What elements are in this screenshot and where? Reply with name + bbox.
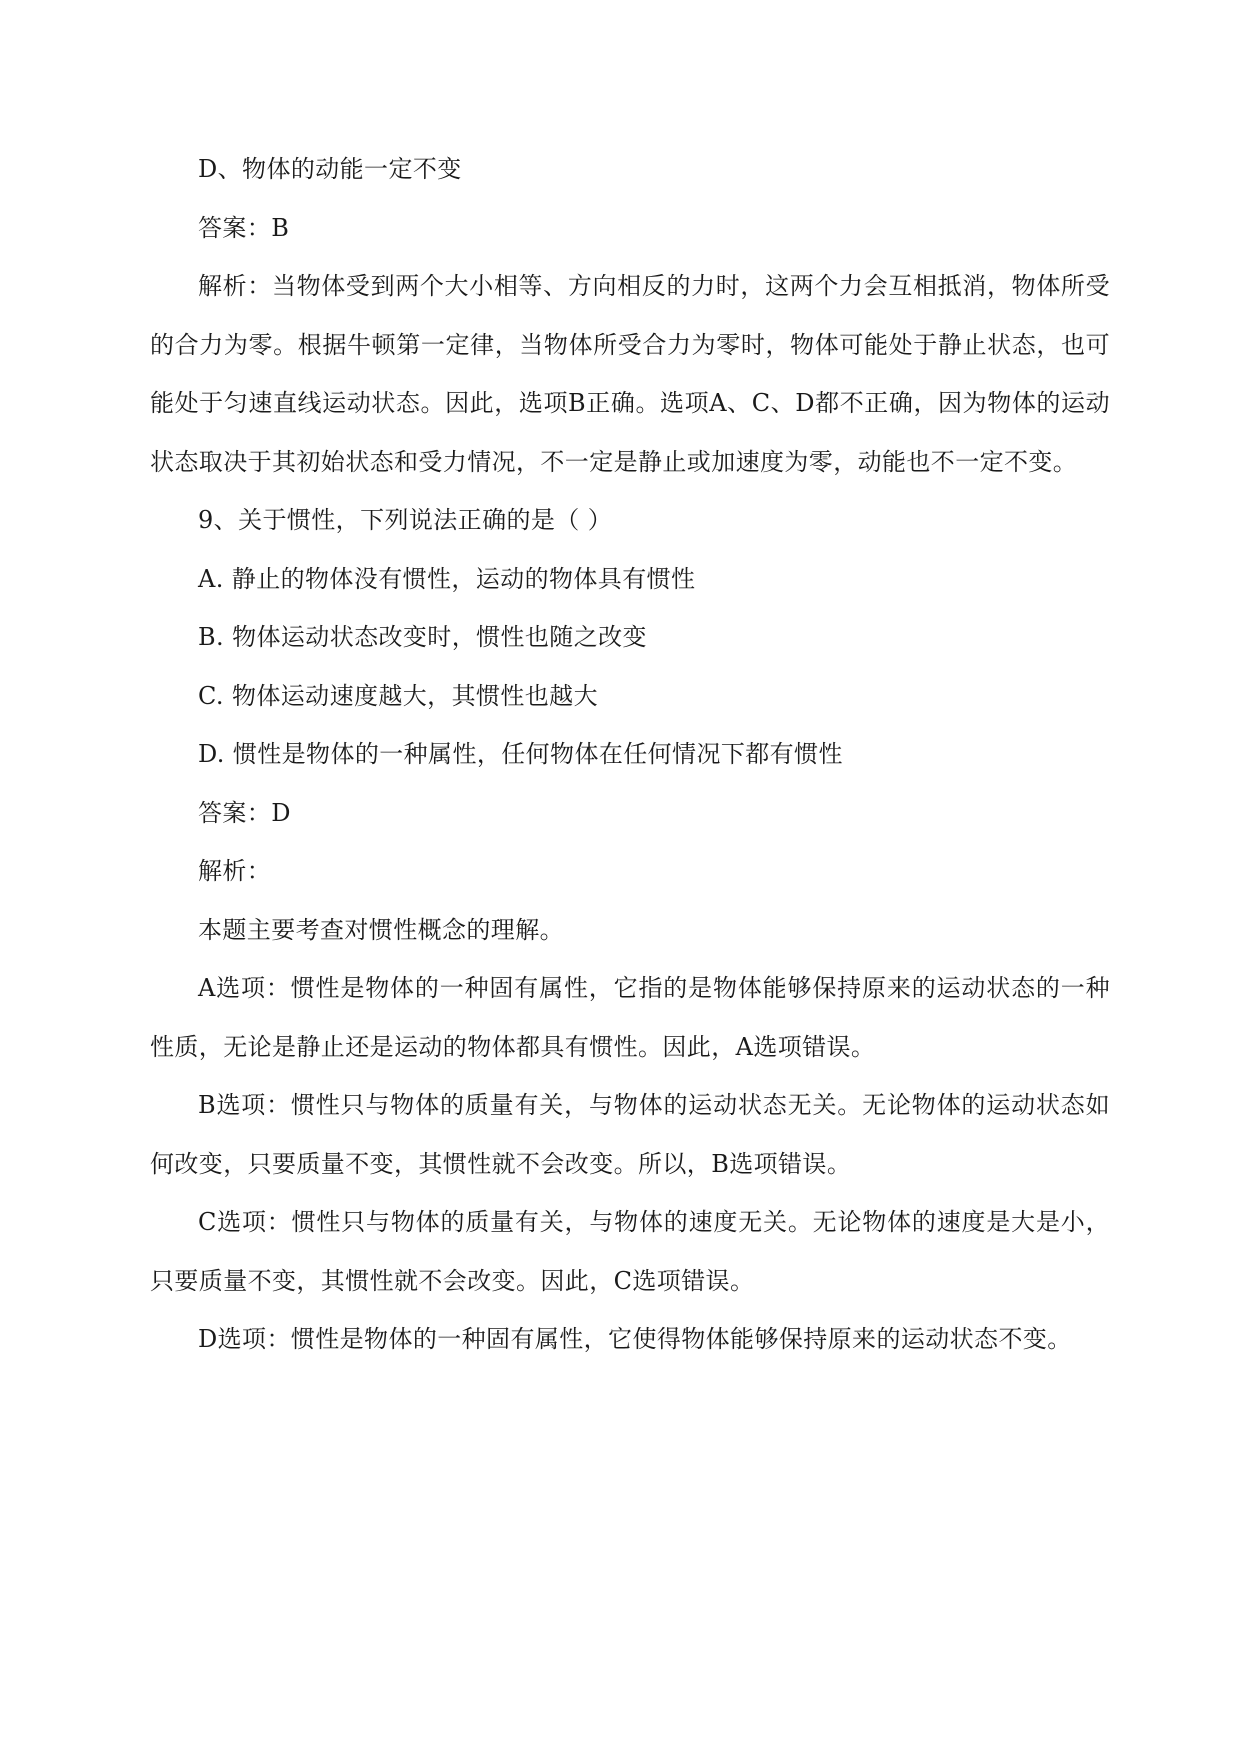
question-9-stem: 9、关于惯性，下列说法正确的是（ ） bbox=[198, 506, 613, 534]
question-9-answer: 答案：D bbox=[198, 798, 291, 827]
document-body bbox=[150, 140, 1110, 1369]
question-9-explanation-c: C选项：惯性只与物体的质量有关，与物体的速度无关。无论物体的速度是大是小，只要质量不变，其惯性就不会改变。因此，C选项错误。 bbox=[150, 1208, 1110, 1295]
prev-answer: 答案：B bbox=[198, 213, 290, 242]
question-9-explanation-a: A选项：惯性是物体的一种固有属性，它指的是物体能够保持原来的运动状态的一种性质，无论是静止还是运动的物体都具有惯性。因此，A选项错误。 bbox=[150, 974, 1110, 1061]
question-9-intro: 本题主要考查对惯性概念的理解。 bbox=[198, 915, 564, 944]
question-9-option-d: D. 惯性是物体的一种属性，任何物体在任何情况下都有惯性 bbox=[198, 740, 843, 768]
prev-analysis: 解析：当物体受到两个大小相等、方向相反的力时，这两个力会互相抵消，物体所受的合力为零。根据牛顿第一定律，当物体所受合力为零时，物体可能处于静止状态，也可能处于匀速直线运动状态。因此，选项B正确。选项A、C、D都不正确，因为物体的运动状态取决于其初始状态和受力情况，不一定是静止或加速度为零，动能也不一定不变。 bbox=[150, 272, 1110, 476]
question-9-explanation-b: B选项：惯性只与物体的质量有关，与物体的运动状态无关。无论物体的运动状态如何改变，只要质量不变，其惯性就不会改变。所以，B选项错误。 bbox=[150, 1091, 1110, 1178]
question-9-option-c: C. 物体运动速度越大，其惯性也越大 bbox=[198, 681, 598, 710]
question-9-option-b: B. 物体运动状态改变时，惯性也随之改变 bbox=[198, 623, 647, 651]
question-9-analysis-label: 解析： bbox=[198, 857, 272, 885]
question-9-explanation-d: D选项：惯性是物体的一种固有属性，它使得物体能够保持原来的运动状态不变。 bbox=[198, 1325, 1072, 1353]
question-9-option-a: A. 静止的物体没有惯性，运动的物体具有惯性 bbox=[198, 564, 696, 593]
prev-option-d: D、物体的动能一定不变 bbox=[198, 155, 462, 183]
